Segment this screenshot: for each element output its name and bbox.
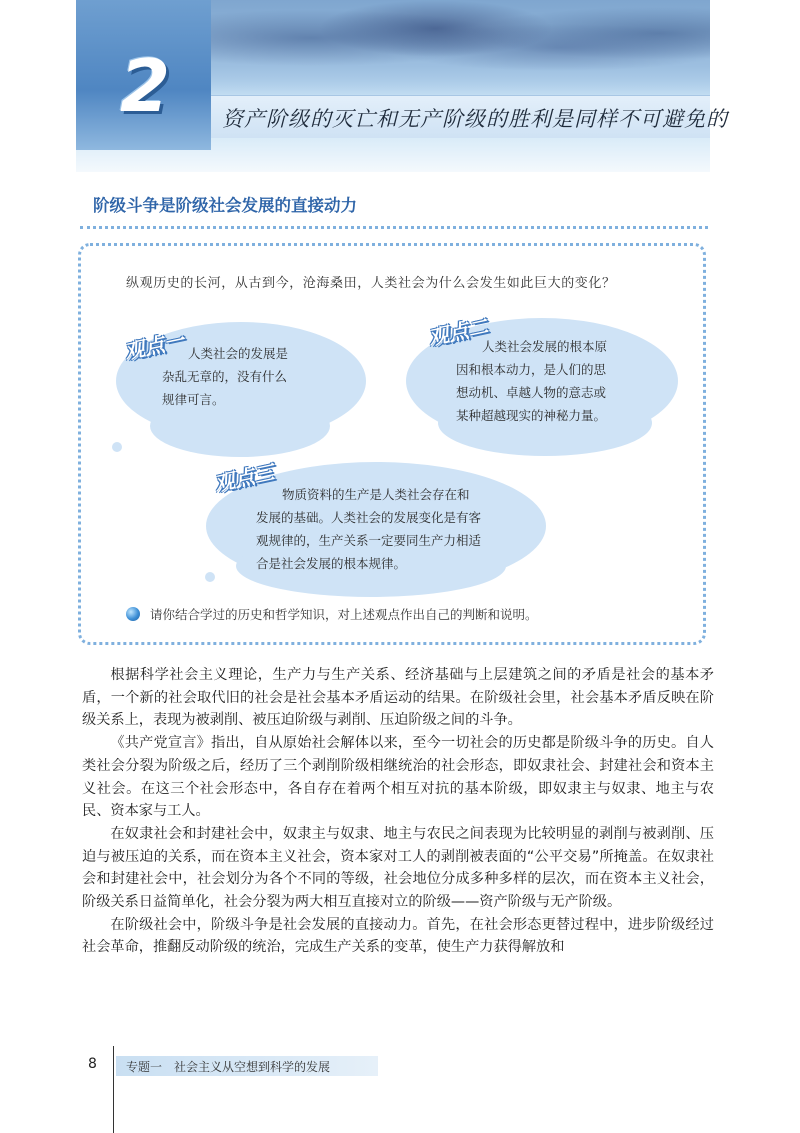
banner-illustration bbox=[211, 0, 710, 95]
view-one-line: 规律可言。 bbox=[162, 392, 225, 407]
page-number: 8 bbox=[88, 1056, 97, 1072]
view-three-line: 合是社会发展的根本规律。 bbox=[256, 556, 407, 571]
activity-question: 请你结合学过的历史和哲学知识，对上述观点作出自己的判断和说明。 bbox=[150, 607, 538, 622]
view-three-line: 发展的基础。人类社会的发展变化是有客 bbox=[256, 510, 482, 525]
body-paragraph: 根据科学社会主义理论，生产力与生产关系、经济基础与上层建筑之间的矛盾是社会的基本矛盾，一个新的社会取代旧的社会是社会基本矛盾运动的结果。在阶级社会里，社会基本矛盾反映在阶级关系上，表现为被剥削、被压迫阶级与剥削、压迫阶级之间的斗争。 bbox=[82, 667, 714, 729]
question-bullet-icon bbox=[126, 607, 140, 621]
view-two-line: 人类社会发展的根本原 bbox=[482, 339, 608, 354]
view-two-label: 观点二 bbox=[426, 313, 491, 350]
body-paragraph: 《共产党宣言》指出，自从原始社会解体以来，至今一切社会的历史都是阶级斗争的历史。自人类社会分裂为阶级之后，经历了三个剥削阶级相继统治的社会形态，即奴隶社会、封建社会和资本主义社会。在这三个社会形态中，各自存在着两个相互对抗的基本阶级，即奴隶主与奴隶、地主与农民、资本家与工人。 bbox=[82, 735, 714, 820]
view-two-text bbox=[456, 335, 607, 427]
body-text bbox=[82, 664, 714, 959]
footer-divider bbox=[113, 1046, 114, 1133]
view-three-text bbox=[256, 483, 481, 575]
view-one-text bbox=[162, 342, 288, 411]
view-one-label: 观点一 bbox=[122, 327, 187, 364]
view-three-label: 观点三 bbox=[212, 459, 277, 496]
chapter-number-box bbox=[76, 0, 211, 150]
activity-prompt: 纵观历史的长河，从古到今，沧海桑田，人类社会为什么会发生如此巨大的变化？ bbox=[126, 276, 616, 291]
body-paragraph: 在奴隶社会和封建社会中，奴隶主与奴隶、地主与农民之间表现为比较明显的剥削与被剥削、压迫与被压迫的关系，而在资本主义社会，资本家对工人的剥削被表面的“公平交易”所掩盖。在奴隶社会和封建社会中，社会划分为各个不同的等级，社会地位分成多种多样的层次，而在资本主义社会，阶级关系日益简单化，社会分裂为两大相互直接对立的阶级——资产阶级与无产阶级。 bbox=[82, 825, 714, 911]
body-paragraph: 在阶级社会中，阶级斗争是社会发展的直接动力。首先，在社会形态更替过程中，进步阶级经过社会革命，推翻反动阶级的统治，完成生产关系的变革，使生产力获得解放和 bbox=[82, 916, 714, 956]
view-two-line: 因和根本动力，是人们的思 bbox=[456, 362, 607, 377]
footer-label: 专题一 社会主义从空想到科学的发展 bbox=[126, 1060, 331, 1074]
chapter-banner bbox=[76, 0, 710, 172]
chapter-title: 资产阶级的灭亡和无产阶级的胜利是同样不可避免的 bbox=[222, 107, 728, 131]
view-three-line: 物质资料的生产是人类社会存在和 bbox=[282, 487, 470, 502]
view-two-line: 想动机、卓越人物的意志或 bbox=[456, 385, 607, 400]
view-two-line: 某种超越现实的神秘力量。 bbox=[456, 408, 607, 423]
view-one-cloud-tail-dot bbox=[112, 442, 122, 452]
view-one-line: 杂乱无章的，没有什么 bbox=[162, 369, 288, 384]
view-three-line: 观规律的，生产关系一定要同生产力相适 bbox=[256, 533, 482, 548]
view-one-line: 人类社会的发展是 bbox=[188, 346, 289, 361]
chapter-number: 2 bbox=[120, 44, 171, 128]
section-heading: 阶级斗争是阶级社会发展的直接动力 bbox=[93, 196, 357, 215]
dotted-divider bbox=[80, 226, 708, 229]
view-three-cloud-tail-dot bbox=[205, 572, 215, 582]
